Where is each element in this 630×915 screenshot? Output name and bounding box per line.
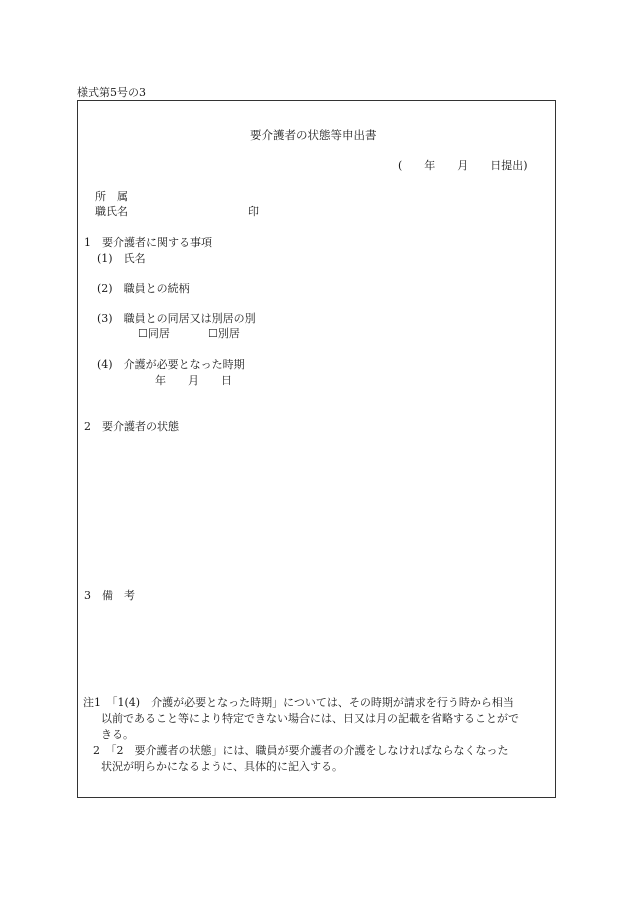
note2-line2: 状況が明らかになるように、具体的に記入する。: [101, 760, 343, 773]
note2-line1: 2 「2 要介護者の状態」には、職員が要介護者の介護をしなければならなくなった: [93, 744, 509, 757]
seal-label: 印: [248, 205, 259, 218]
name-label: 職氏名: [95, 205, 128, 218]
section1-heading: 1 要介護者に関する事項: [84, 236, 212, 249]
item3-residence: (3) 職員との同居又は別居の別: [97, 312, 256, 325]
form-frame: [77, 100, 556, 798]
care-start-date-fields: 年 月 日: [155, 374, 232, 387]
option-separate[interactable]: ☐別居: [208, 327, 240, 340]
submission-date: ( 年 月 日提出): [398, 159, 528, 172]
section3-heading: 3 備 考: [84, 589, 135, 602]
note1-line1: 注1 「1(4) 介護が必要となった時期」については、その時期が請求を行う時から相当: [83, 696, 514, 709]
affiliation-label: 所 属: [95, 190, 128, 203]
form-number: 様式第5号の3: [77, 86, 146, 99]
form-title: 要介護者の状態等申出書: [250, 128, 377, 142]
item4-care-start: (4) 介護が必要となった時期: [97, 358, 245, 371]
note1-line2: 以前であること等により特定できない場合には、日又は月の記載を省略することがで: [101, 712, 519, 725]
section2-heading: 2 要介護者の状態: [84, 420, 179, 433]
option-cohabit[interactable]: ☐同居: [138, 327, 170, 340]
item1-name: (1) 氏名: [97, 252, 146, 265]
note1-line3: きる。: [101, 728, 134, 741]
item2-relationship: (2) 職員との続柄: [97, 282, 190, 295]
